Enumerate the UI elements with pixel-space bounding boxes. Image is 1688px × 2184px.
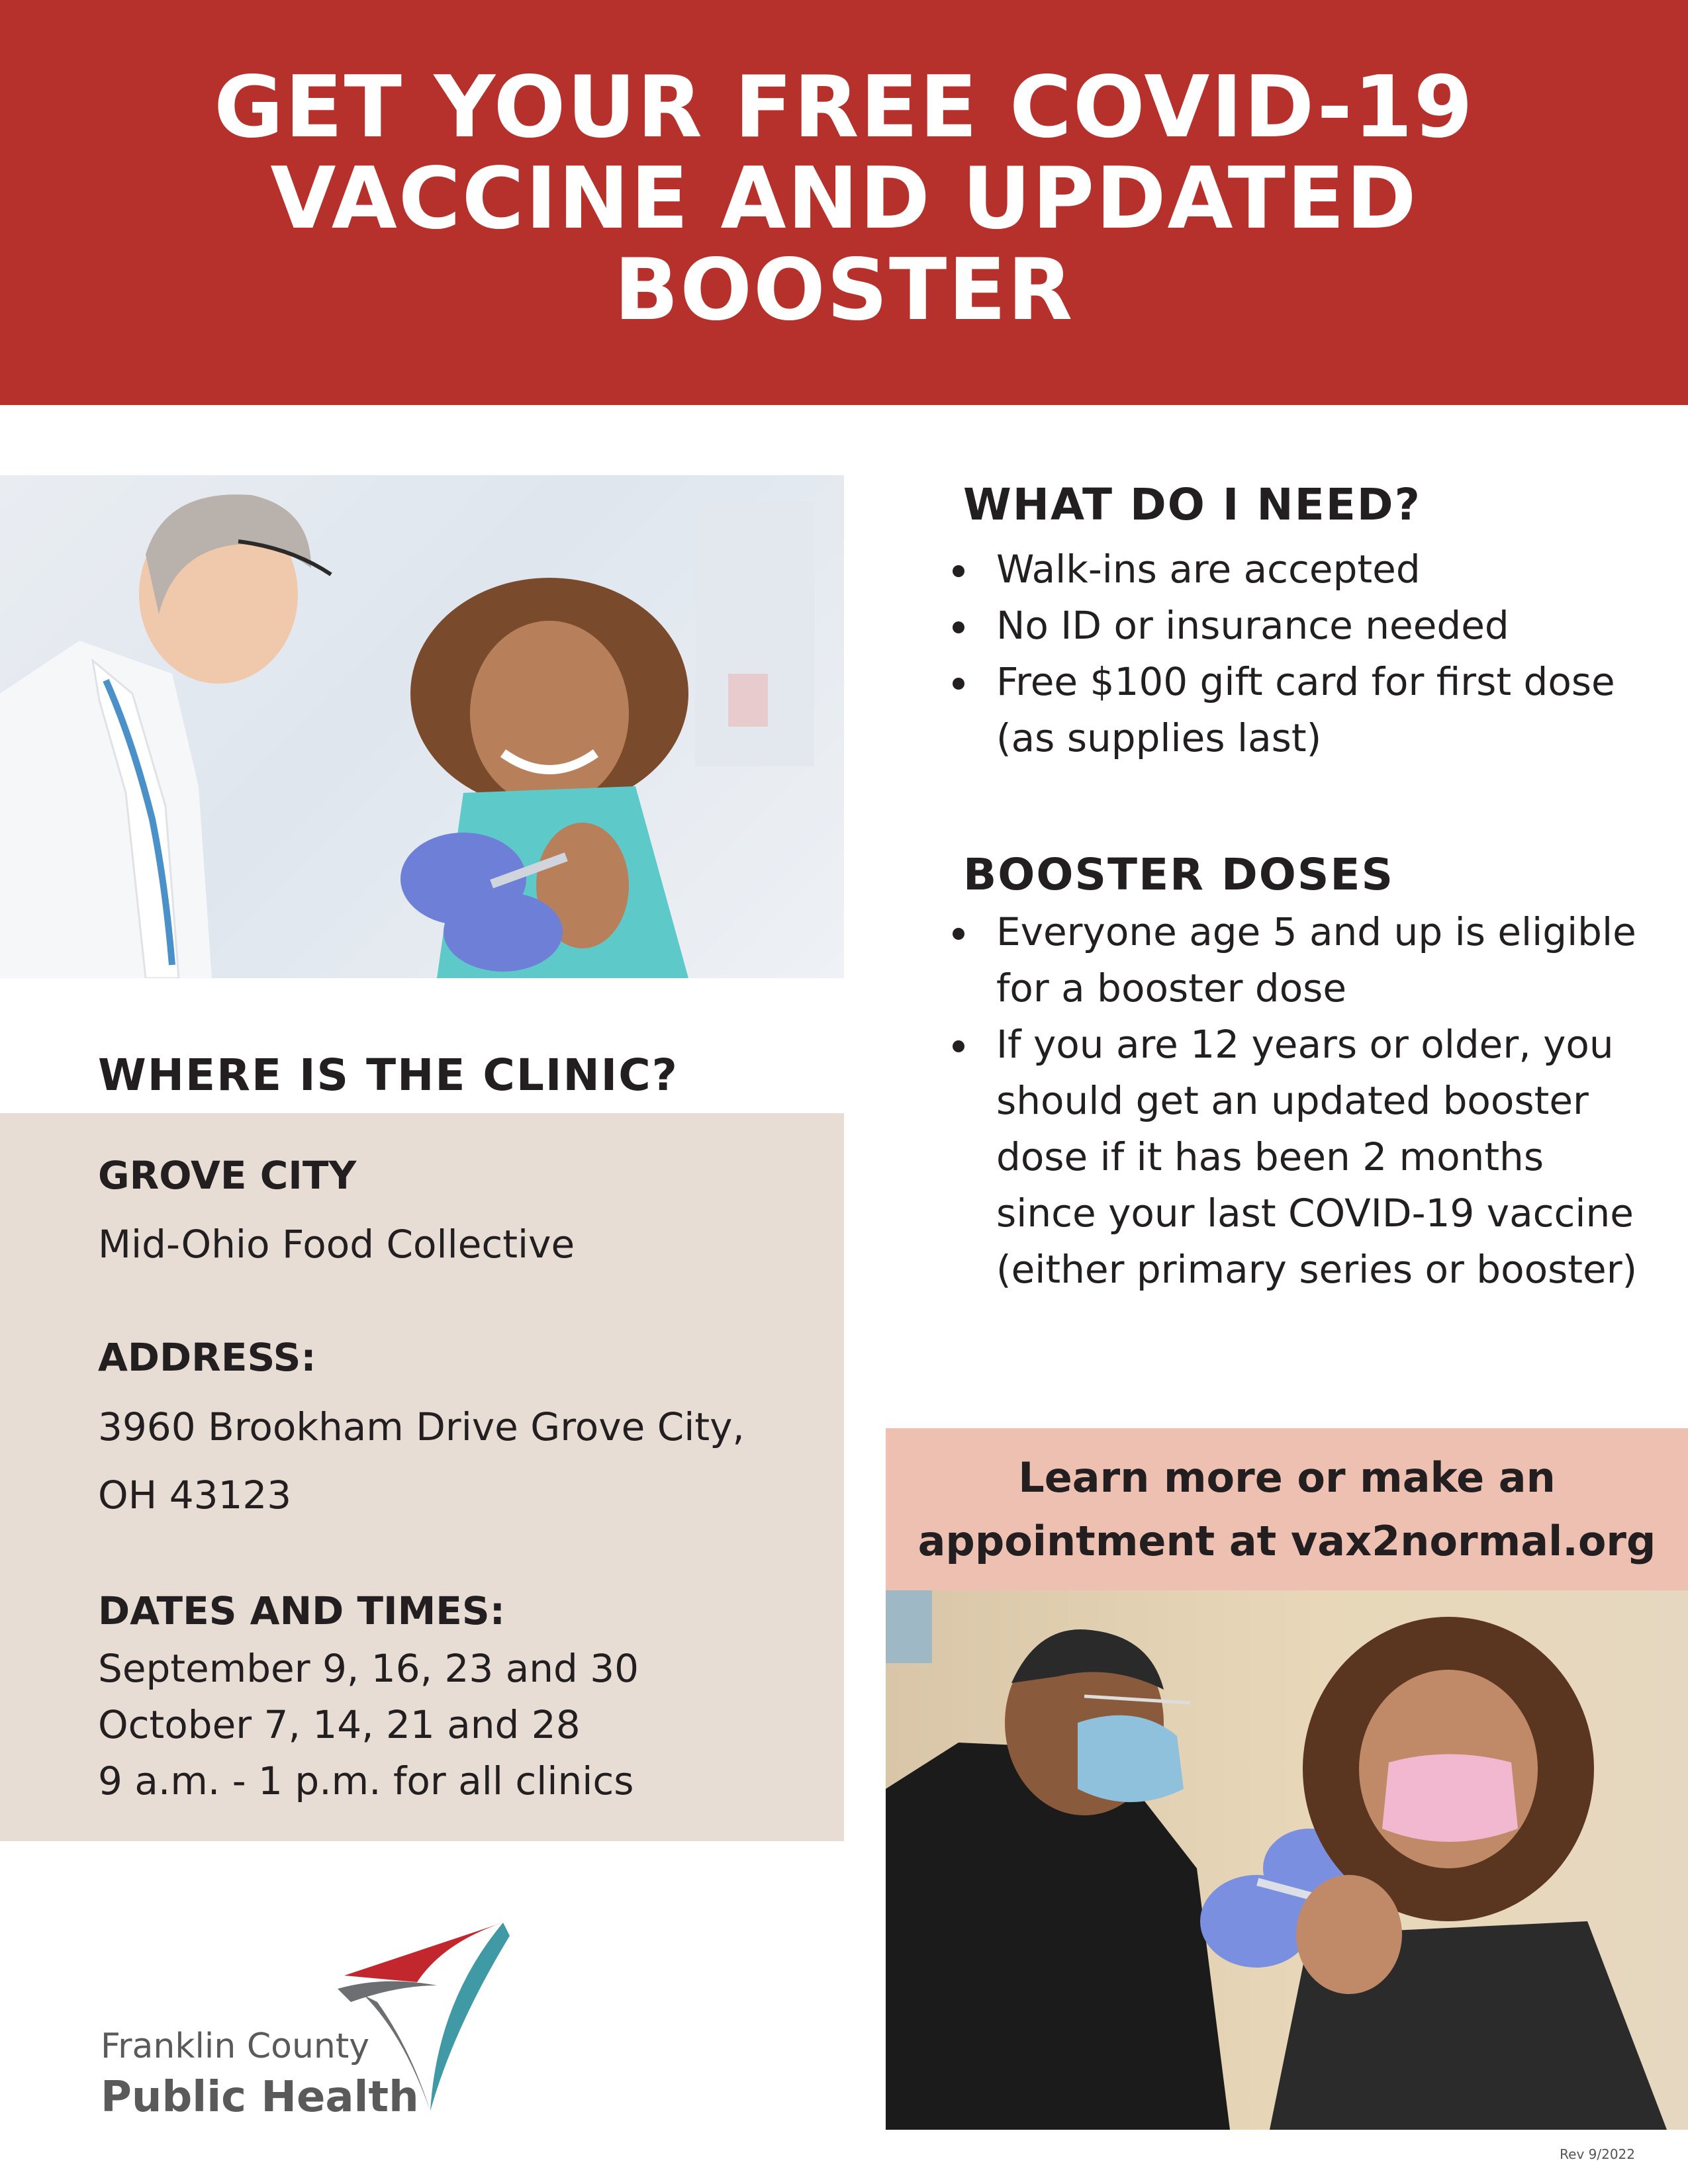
revision-note: Rev 9/2022 [1560,2146,1635,2162]
location-label: GROVE CITY [98,1153,357,1198]
photo-clinician-child [0,475,844,978]
photo-masked-vaccination [886,1590,1688,2130]
logo-line-1: Franklin County [101,2026,370,2066]
what-do-i-need-list [945,541,1673,766]
address-label: ADDRESS: [98,1335,316,1380]
photo-masked-vaccination-illustration [886,1590,1688,2130]
booster-doses-heading: BOOSTER DOSES [963,849,1395,900]
list-item: If you are 12 years or older, you should get an updated booster dose if it has been 2 months since your last COVID-19 vaccine (either primary series or booster) [945,1017,1640,1298]
list-item: Walk-ins are accepted [945,541,1673,598]
logo-line-2: Public Health [101,2073,419,2122]
list-item: No ID or insurance needed [945,598,1673,654]
dates-label: DATES AND TIMES: [98,1588,505,1633]
dates-line: 9 a.m. - 1 p.m. for all clinics [98,1758,634,1803]
list-item: Everyone age 5 and up is eligible for a booster dose [945,904,1640,1017]
address-line-1: 3960 Brookham Drive Grove City, [98,1404,745,1449]
list-item: Free $100 gift card for first dose (as supplies last) [945,654,1673,766]
cta-box [886,1428,1688,1590]
dates-line: October 7, 14, 21 and 28 [98,1702,581,1747]
cta-line-1: Learn more or make an [1018,1453,1556,1502]
booster-doses-list [945,904,1640,1298]
page-title: GET YOUR FREE COVID-19 VACCINE AND UPDATED BOOSTER [214,58,1474,340]
clinic-info-box [0,1113,844,1841]
dates-line: September 9, 16, 23 and 30 [98,1646,639,1691]
cta-line-2[interactable]: appointment at vax2normal.org [917,1516,1656,1565]
franklin-county-public-health-logo [99,1923,549,2134]
location-value: Mid-Ohio Food Collective [98,1222,575,1267]
where-is-clinic-heading: WHERE IS THE CLINIC? [98,1050,679,1101]
address-line-2: OH 43123 [98,1473,292,1518]
header-banner [0,0,1688,405]
what-do-i-need-heading: WHAT DO I NEED? [963,479,1421,530]
photo-clinician-child-illustration [0,475,844,978]
